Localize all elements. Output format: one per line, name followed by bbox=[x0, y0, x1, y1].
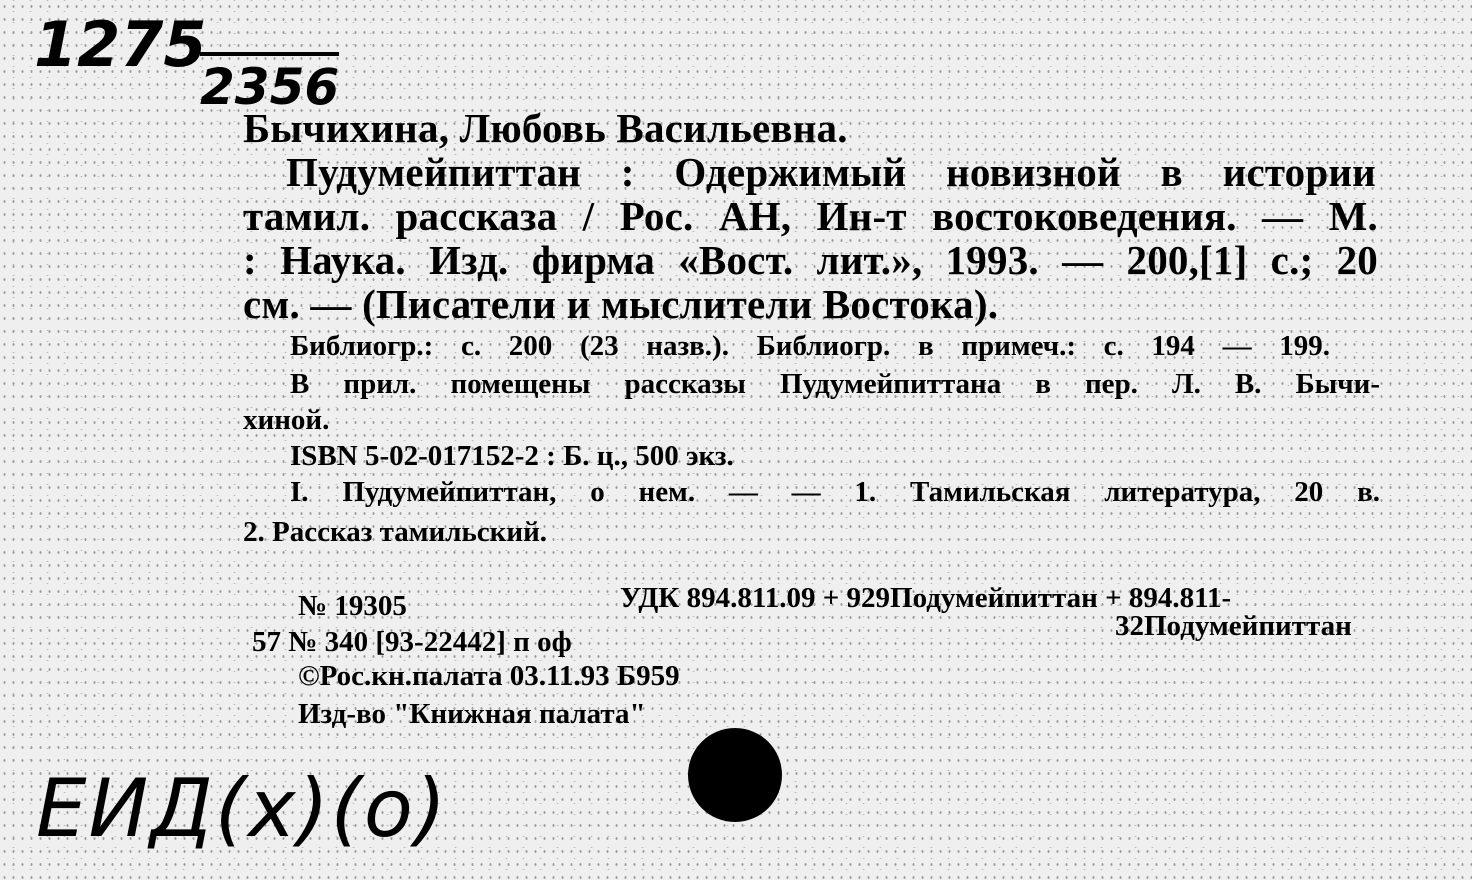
note-appendix-1: В прил. помещены рассказы Пудумейпиттана в пер. Л. В. Бычи- bbox=[290, 368, 1380, 400]
udk-line-2-right: 32Подумейпиттан bbox=[1115, 610, 1352, 642]
author-heading: Бычихина, Любовь Васильевна. bbox=[243, 105, 848, 151]
publisher-line: Изд-во "Книжная палата" bbox=[298, 698, 646, 730]
handwritten-number-top: 1275 bbox=[34, 8, 207, 81]
handwritten-shelf-mark: ЕИД(х)(о) bbox=[36, 762, 449, 855]
title-line-3: : Наука. Изд. фирма «Вост. лит.», 1993. — 200,[1] с.; 20 bbox=[243, 237, 1378, 283]
note-bibliography: Библиогр.: с. 200 (23 назв.). Библиогр. в примеч.: с. 194 — 199. bbox=[290, 330, 1330, 362]
record-number: № 19305 bbox=[298, 590, 407, 622]
book-chamber-line: ©Рос.кн.палата 03.11.93 Б959 bbox=[298, 660, 680, 692]
title-line-2: тамил. рассказа / Рос. АН, Ин-т востоковедения. — М. bbox=[243, 193, 1378, 239]
title-line-4: см. — (Писатели и мыслители Востока). bbox=[243, 281, 999, 327]
subjects-line-2: 2. Рассказ тамильский. bbox=[243, 516, 548, 548]
udk-line-1: УДК 894.811.09 + 929Подумейпиттан + 894.811- bbox=[620, 582, 1232, 614]
handwritten-number-bottom: 2356 bbox=[200, 52, 339, 116]
udk-line-2-left: 57 № 340 [93-22442] п оф bbox=[252, 626, 572, 658]
subjects-line-1: I. Пудумейпиттан, о нем. — — 1. Тамильская литература, 20 в. bbox=[290, 476, 1380, 508]
punch-hole bbox=[688, 728, 782, 822]
isbn-line: ISBN 5-02-017152-2 : Б. ц., 500 экз. bbox=[290, 440, 734, 472]
title-line-1: Пудумейпиттан : Одержимый новизной в истории bbox=[286, 149, 1376, 195]
note-appendix-2: хиной. bbox=[243, 404, 330, 436]
